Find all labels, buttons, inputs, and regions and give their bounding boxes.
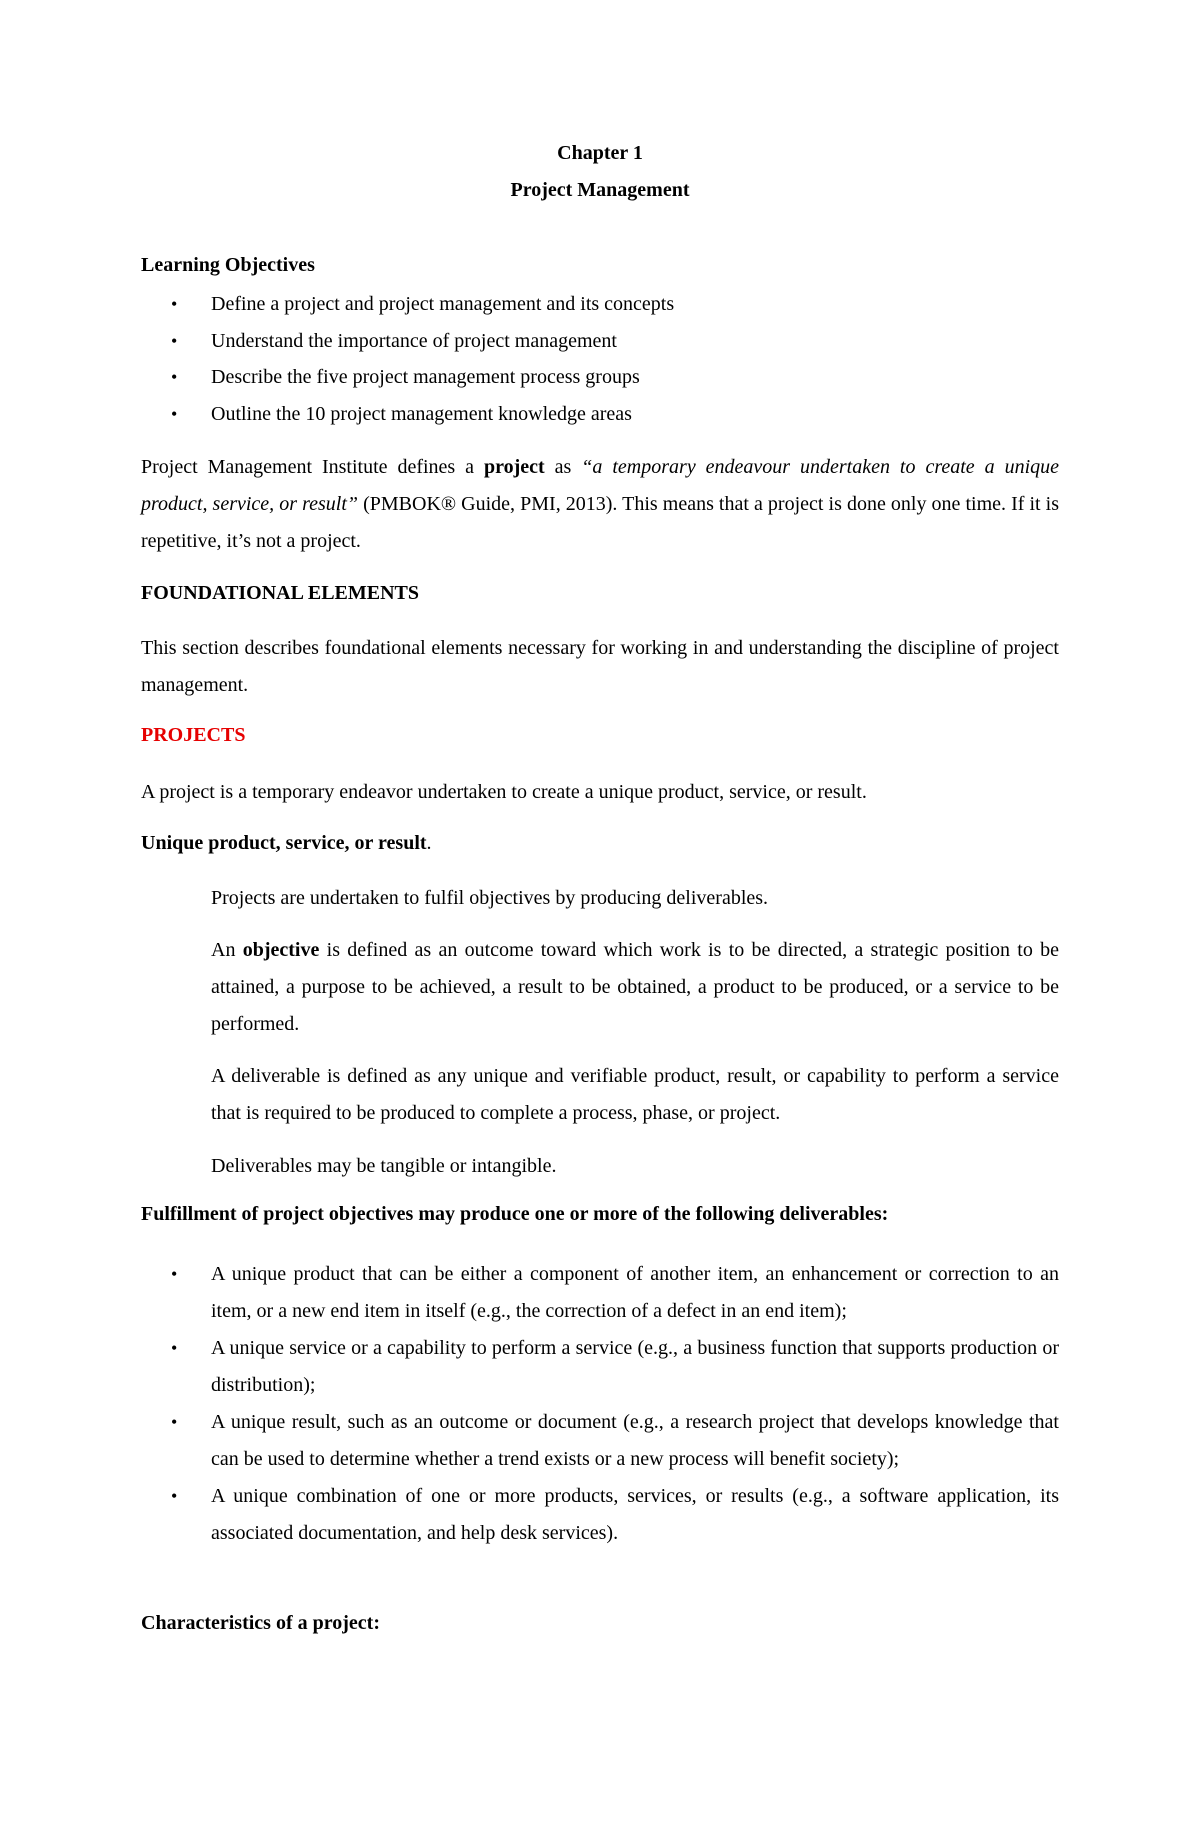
objective-term: objective [242,939,320,961]
fulfillment-heading: Fulfillment of project objectives may produce one or more of the following deliverables: [141,1203,889,1225]
learning-objectives-list [141,286,1059,432]
bullet-icon: • [171,403,178,424]
list-item: • A unique product that can be either a component of another item, an enhancement or correction to an item, or a new end item in itself (e.g., the correction of a defect in an end item); [141,1256,1059,1330]
intro-paragraph: Project Management Institute defines a project as “a temporary endeavour undertaken to create a unique product, service, or result” (PMBOK® Guide, PMI, 2013). This means that a project is done only one time. If it is repetitive, it’s not a project. [141,456,1060,552]
page-title: Project Management [510,179,690,201]
list-item: • A unique service or a capability to perform a service (e.g., a business function that supports production or distribution); [141,1330,1059,1404]
list-item: • A unique combination of one or more products, services, or results (e.g., a software application, its associated documentation, and help desk services). [141,1478,1059,1552]
learning-objectives-heading: Learning Objectives [141,254,315,276]
deliverable-definition: A deliverable is defined as any unique and verifiable product, result, or capability to perform a service that is required to be produced to complete a process, phase, or project. [211,1065,1059,1124]
list-item: • Describe the five project management process groups [141,359,1059,396]
list-item: • Define a project and project management and its concepts [141,286,1059,323]
foundational-elements-text: This section describes foundational elements necessary for working in and understanding the discipline of project management. [141,637,1059,696]
deliverables-list [141,1256,1059,1552]
bullet-icon: • [171,1486,178,1506]
project-definition-quote: “a temporary endeavour undertaken to create a unique product, service, or result” [141,456,1060,515]
projects-heading: PROJECTS [141,724,246,746]
deliverables-tangible: Deliverables may be tangible or intangible. [211,1155,557,1177]
bullet-icon: • [171,294,178,314]
list-item: • Outline the 10 project management knowledge areas [141,396,1059,433]
chapter-label: Chapter 1 [557,142,643,164]
list-item: • A unique result, such as an outcome or document (e.g., a research project that develops knowledge that can be used to determine whether a trend exists or a new process will benefit society); [141,1404,1059,1478]
bullet-icon: • [171,367,178,387]
bullet-icon: • [171,1412,178,1432]
characteristics-heading: Characteristics of a project: [141,1612,380,1634]
projects-text: A project is a temporary endeavor undertaken to create a unique product, service, or result. [141,781,867,803]
bullet-icon: • [171,1338,178,1358]
unique-paragraph-1: Projects are undertaken to fulfil objectives by producing deliverables. [211,887,769,909]
project-term: project [484,456,545,478]
bullet-icon: • [171,1264,178,1284]
objective-definition: An objective is defined as an outcome toward which work is to be directed, a strategic position to be attained, a purpose to be achieved, a result to be obtained, a product to be produced, or a service to be performed. [211,939,1060,1035]
list-item: • Understand the importance of project management [141,323,1059,360]
unique-product-heading: Unique product, service, or result. [141,832,432,854]
foundational-elements-heading: FOUNDATIONAL ELEMENTS [141,582,420,604]
bullet-icon: • [171,330,178,351]
